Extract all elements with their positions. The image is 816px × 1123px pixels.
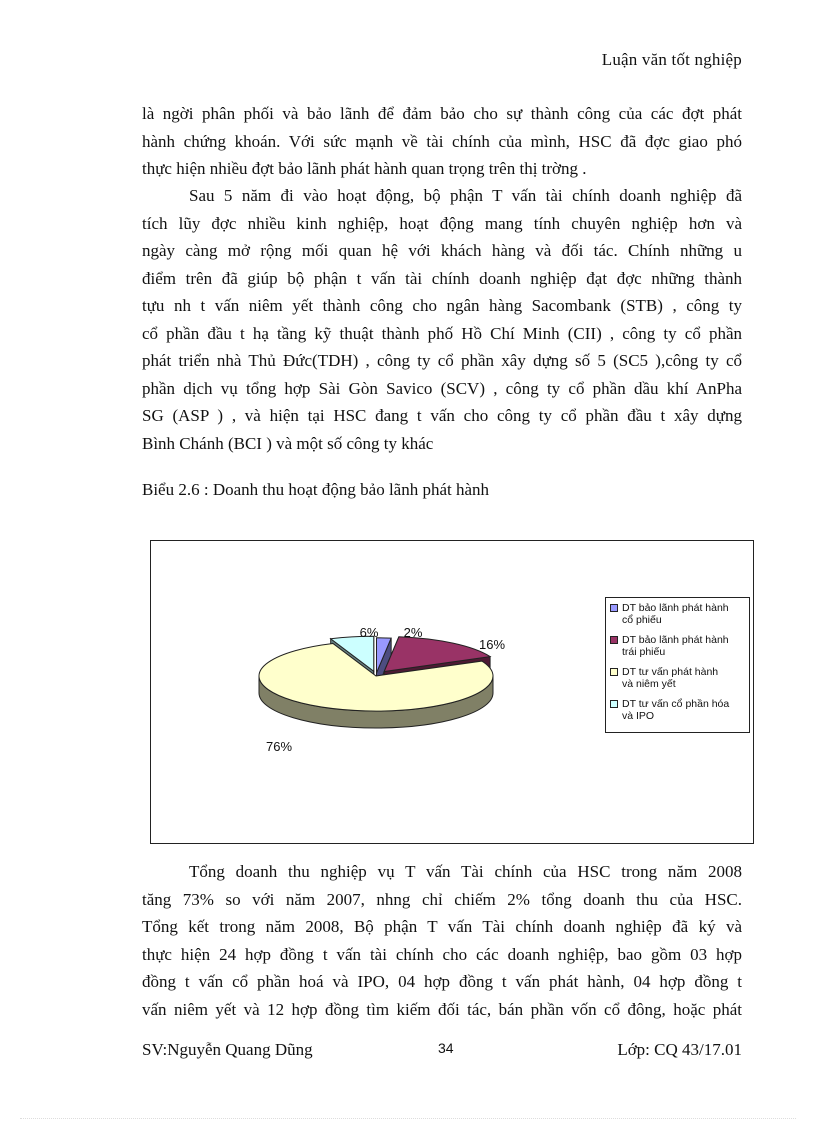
text-line: hành chứng khoán. Với sức mạnh về tài chính của mình, HSC đã đợc giao phó	[142, 131, 742, 151]
revenue-paragraph	[142, 858, 742, 1023]
text-line: SG (ASP ) , và hiện tại HSC đang t vấn cho công ty cổ phần đầu t xây dựng	[142, 406, 742, 425]
text-line: Tổng kết trong năm 2008, Bộ phận T vấn Tài chính doanh nghiệp đã ký và	[142, 917, 742, 936]
legend-label-line: DT bảo lãnh phát hành	[622, 602, 729, 614]
legend-label-line: DT bảo lãnh phát hành	[622, 634, 729, 646]
legend-label	[622, 634, 752, 658]
pie-chart-frame	[150, 540, 754, 844]
text-line: là ngời phân phối và bảo lãnh để đảm bảo cho sự thành công của các đợt phát	[142, 104, 742, 123]
footer-student-name: SV:Nguyễn Quang Dũng	[142, 1040, 313, 1059]
text-line: tựu nh t vấn niêm yết thành công cho ngân hàng Sacombank (STB) , công ty	[142, 296, 742, 315]
pie-data-label: 76%	[265, 739, 293, 754]
chart-caption: Biểu 2.6 : Doanh thu hoạt động bảo lãnh phát hành	[142, 480, 490, 499]
chart-legend	[605, 597, 750, 733]
text-line: thực hiện 24 hợp đồng t vấn tài chính cho các doanh nghiệp, bao gồm 03 hợp	[142, 944, 742, 964]
text-line: Bình Chánh (BCI ) và một số công ty khác	[142, 433, 434, 453]
legend-label-line: và niêm yết	[622, 678, 676, 690]
legend-swatch	[610, 700, 618, 708]
legend-label-line: trái phiếu	[622, 646, 666, 658]
text-line: tích lũy đợc nhiều kinh nghiệp, hoạt động mang tính chuyên nghiệp hơn và	[142, 213, 742, 233]
text-line: phần dịch vụ tổng hợp Sài Gòn Savico (SCV) , công ty cổ phần dầu khí AnPha	[142, 378, 742, 398]
legend-label	[622, 602, 752, 626]
legend-swatch	[610, 668, 618, 676]
page-bottom-divider	[20, 1118, 796, 1119]
pie-data-label: 2%	[403, 625, 423, 640]
text-line: ngày càng mở rộng mối quan hệ với khách hàng và đối tác. Chính những u	[142, 241, 742, 260]
pie-chart	[151, 541, 601, 841]
legend-label	[622, 698, 752, 722]
text-line: tăng 73% so với năm 2007, nhng chỉ chiếm 2% tổng doanh thu của HSC.	[142, 889, 742, 909]
running-header-title: Luận văn tốt nghiệp	[601, 50, 742, 69]
pie-data-label: 6%	[359, 625, 379, 640]
text-line: phát triển nhà Thủ Đức(TDH) , công ty cổ phần xây dựng số 5 (SC5 ),công ty cổ	[142, 351, 742, 370]
footer-page-number: 34	[438, 1040, 454, 1056]
text-line: thực hiện nhiều đợt bảo lãnh phát hành quan trọng trên thị trờng .	[142, 159, 587, 178]
intro-paragraph	[142, 100, 742, 183]
pie-data-label: 16%	[478, 637, 506, 652]
text-line: đồng t vấn cổ phần hoá và IPO, 04 hợp đồng t vấn phát hành, 04 hợp đồng t	[142, 972, 742, 991]
legend-swatch	[610, 636, 618, 644]
text-line: vấn niêm yết và 12 hợp đồng tìm kiếm đối tác, bán phần vốn cổ đông, hoặc phát	[142, 999, 742, 1019]
legend-label-line: và IPO	[622, 710, 655, 722]
text-line: Tổng doanh thu nghiệp vụ T vấn Tài chính của HSC trong năm 2008	[189, 862, 742, 881]
legend-label	[622, 666, 752, 690]
text-line: điểm trên đã giúp bộ phận t vấn tài chính doanh nghiệp đạt đợc những thành	[142, 268, 742, 288]
achievements-paragraph	[142, 182, 742, 457]
legend-label-line: DT tư vấn phát hành	[622, 666, 719, 678]
legend-label-line: cổ phiếu	[622, 614, 662, 626]
text-line: Sau 5 năm đi vào hoạt động, bộ phận T vấn tài chính doanh nghiệp đã	[189, 186, 742, 205]
text-line: cổ phần đầu t hạ tầng kỹ thuật thành phố Hồ Chí Minh (CII) , công ty cổ phần	[142, 323, 742, 343]
legend-swatch	[610, 604, 618, 612]
legend-label-line: DT tư vấn cổ phần hóa	[622, 698, 730, 710]
footer-class: Lớp: CQ 43/17.01	[617, 1040, 742, 1059]
